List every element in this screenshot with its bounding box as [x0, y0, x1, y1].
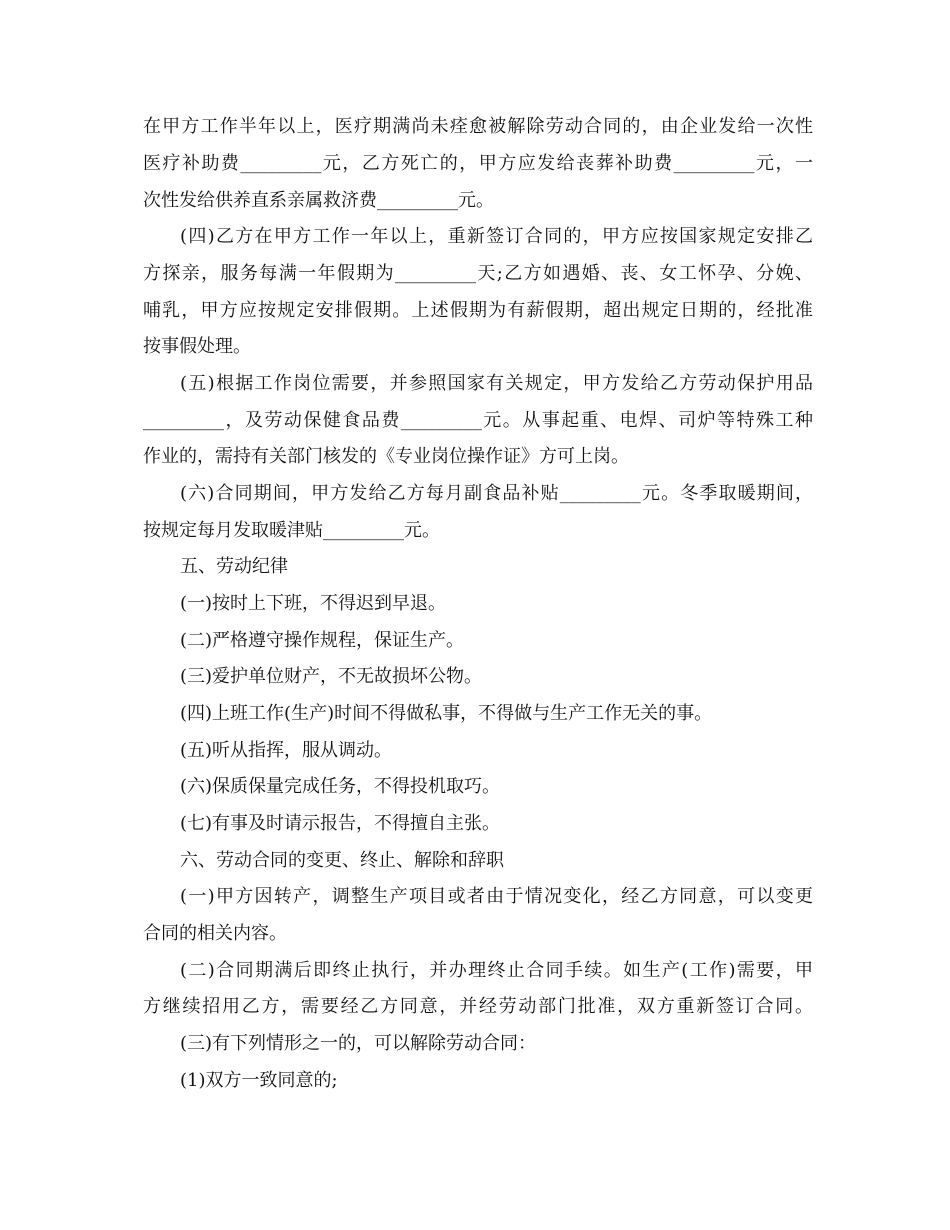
text-line: (四)乙方在甲方工作一年以上，重新签订合同的，甲方应按国家规定安排乙 — [180, 226, 813, 247]
text-line: (五)根据工作岗位需要，并参照国家有关规定，甲方发给乙方劳动保护用品 — [180, 373, 813, 394]
text-line: 按规定每月发取暖津贴_________元。 — [143, 520, 440, 541]
text-line: 按事假处理。 — [143, 336, 251, 357]
text-line: (四)上班工作(生产)时间不得做私事，不得做与生产工作无关的事。 — [180, 703, 713, 724]
section-heading: 五、劳动纪律 — [180, 556, 288, 577]
text-line: 医疗补助费_________元，乙方死亡的，甲方应发给丧葬补助费_________元，一 — [143, 153, 813, 174]
text-line: 作业的，需持有关部门核发的《专业岗位操作证》方可上岗。 — [143, 446, 629, 467]
text-line: 次性发给供养直系亲属救济费_________元。 — [143, 190, 494, 211]
text-line: _________，及劳动保健食品费_________元。从事起重、电焊、司炉等特殊工种 — [143, 410, 813, 431]
text-line: 方继续招用乙方，需要经乙方同意，并经劳动部门批准，双方重新签订合同。 — [143, 996, 813, 1017]
text-line: (六)合同期间，甲方发给乙方每月副食品补贴_________元。冬季取暖期间， — [180, 483, 813, 504]
section-heading: 六、劳动合同的变更、终止、解除和辞职 — [180, 850, 504, 871]
text-line: (六)保质保量完成任务，不得投机取巧。 — [180, 776, 501, 797]
text-line: 在甲方工作半年以上，医疗期满尚未痊愈被解除劳动合同的，由企业发给一次性 — [143, 116, 813, 137]
text-line: (七)有事及时请示报告，不得擅自主张。 — [180, 813, 501, 834]
text-line: (二)合同期满后即终止执行，并办理终止合同手续。如生产(工作)需要，甲 — [180, 960, 813, 981]
text-line: 方探亲，服务每满一年假期为_________天;乙方如遇婚、丧、女工怀孕、分娩、 — [143, 263, 813, 284]
text-line: (五)听从指挥，服从调动。 — [180, 740, 393, 761]
text-line: 哺乳，甲方应按规定安排假期。上述假期为有薪假期，超出规定日期的，经批准 — [143, 300, 813, 321]
text-line: (1)双方一致同意的; — [180, 1070, 338, 1091]
text-line: 合同的相关内容。 — [143, 923, 287, 944]
text-line: (一)甲方因转产，调整生产项目或者由于情况变化，经乙方同意，可以变更 — [180, 886, 813, 907]
text-line: (三)有下列情形之一的，可以解除劳动合同： — [180, 1033, 537, 1054]
text-line: (二)严格遵守操作规程，保证生产。 — [180, 630, 465, 651]
text-line: (一)按时上下班，不得迟到早退。 — [180, 593, 447, 614]
text-line: (三)爱护单位财产，不无故损坏公物。 — [180, 666, 483, 687]
